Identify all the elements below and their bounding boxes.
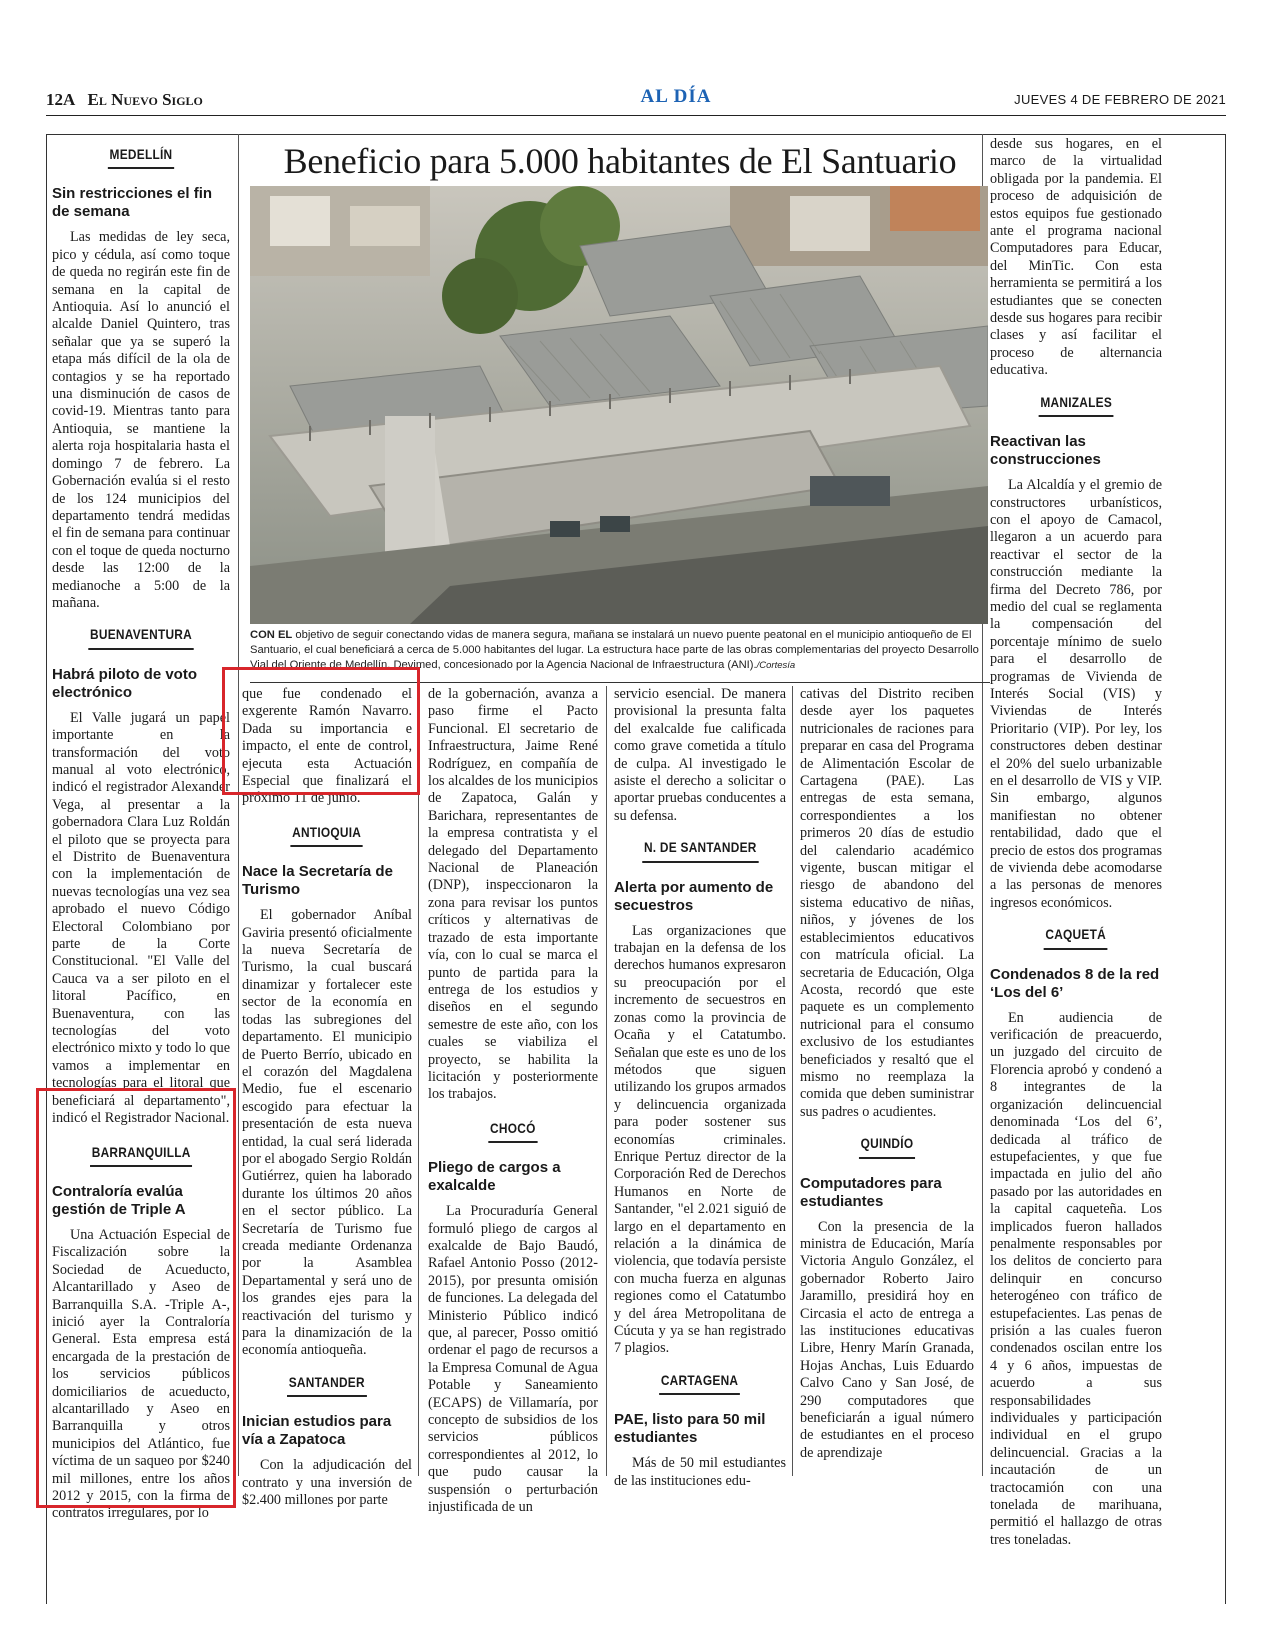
photo-caption [250,628,990,673]
article-body-santander: Con la adjudicación del contrato y una inversión de $2.400 millones por parte [242,1457,412,1509]
headline-caqueta: Condenados 8 de la red ‘Los del 6’ [990,965,1160,1001]
article-body-quindio: Con la presencia de la ministra de Educación, María Victoria Angulo González, el gobernador Roberto Jairo Jaramillo, presidirá hoy en Circasia el acto de entrega a las instituciones educativas Libre, Henry Marín Granada, Hojas Anchas, Luis Eduardo Calvo Cano y San José, de 290 computadores que beneficiarán a igual número de estudiantes en el proceso de aprendizaje [800,1218,974,1461]
article-body-antioquia: El gobernador Aníbal Gaviria presentó oficialmente la nueva Secretaría de Turismo, la cual buscará dinamizar y fortalecer este sector de la economía en todas las subregiones del departamento. El municipio de Puerto Berrío, ubicado en el corazón del Magdalena Medio, fue el escenario escogido para efectuar la presentación de esta nueva entidad, la cual será liderada por el abogado Sergio Roldán Gutiérrez, quien ha laborado durante los últimos 20 años en el sector público. La Secretaría de Turismo fue creada mediante Ordenanza por la Asamblea Departamental y será uno de los grandes ejes para la reactivación del turismo y para la dinamización de la economía antioqueña. [242,907,412,1359]
headline-barranquilla: Contraloría evalúa gestión de Triple A [52,1182,186,1218]
headline-cartagena: PAE, listo para 50 mil estudiantes [614,1411,766,1447]
article-body-cartagena: Más de 50 mil estudiantes de las instituciones edu- [614,1455,786,1489]
page-number: 12A [46,90,76,109]
article-body-cartagena-continued: cativas del Distrito reciben desde ayer los paquetes nutricionales de raciones para preparar en casa del Programa de Alimentación Escolar de Cartagena (PAE). Las entregas de esta semana, correspondientes a los primeros 20 días de estudio del calendario académico vigente, buscan mitigar el riesgo de abandono del sistema educativo de niñas, niños, y jóvenes de los establecimientos educativos con matrícula oficial. La secretaria de Educación, Olga Acosta, recordó que este paquete es un complemento nutricional para el consumo exclusivo de los estudiantes beneficiados y resaltó que el mismo no reemplaza la comida que deben suministrar sus padres o acudientes. [800,686,974,1120]
caption-lead: CON EL [250,629,293,641]
column-rule [418,686,419,1476]
article-body-choco: La Procuraduría General formuló pliego de cargos al exalcalde de Bajo Baudó, Rafael Antonio Posso (2012-2015), por presunta omisión de funciones. La delegada del Ministerio Público indicó que, al parecer, Posso omitió ordenar el pago de recursos a la Empresa Comunal de Agua Potable y Saneamiento (ECAPS) de Villamaría, por concepto de subsidios de los servicios públicos correspondientes al 2012, lo que pudo causar la suspensión o perturbación injustificada de un [428,1203,598,1516]
headline-norte-de-santander: Alerta por aumento de secuestros [614,878,774,914]
footbridge-photo-illustration [250,186,988,624]
paper-name: El Nuevo Siglo [87,90,203,109]
section-tag-medellin: MEDELLÍN [52,144,230,169]
headline-medellin: Sin restricciones el fin de semana [52,185,213,221]
section-tag-cartagena: CARTAGENA [614,1370,786,1395]
column-5 [800,686,974,1462]
article-body-santander-continued: de la gobernación, avanza a paso firme el Pacto Funcional. El secretario de Infraestructura, Jaime René Rodríguez, en compañía de los alcaldes de los municipios de Zapatoca, Galán y Barichara, representantes de la empresa contratista y el delegado del Departamento Nacional de Planeación (DNP), inspeccionaron la zona para revisar los puntos críticos y alternativas de trazado de esta importante vía, con lo cual se marca el punto de partida para la entrega de los estudios y diseños en el segundo semestre de este año, con los cuales se viabiliza el proyecto, se habilita la licitación y posteriormente los trabajos. [428,686,598,1103]
column-6 [990,136,1162,1549]
caption-rule [250,682,990,683]
article-body-quindio-continued: desde sus hogares, en el marco de la virtualidad obligada por la pandemia. El proceso de adquisición de estos equipos fue gestionado ante el programa nacional Computadores para Educar, del MinTic. Con esta herramienta se permitirá a los estudiantes que se conecten desde sus hogares para recibir clases y así facilitar el proceso de alternancia educativa. [990,136,1162,379]
section-tag-santander: SANTANDER [242,1372,412,1397]
column-rule [238,134,239,686]
column-rule [792,686,793,1476]
article-body-norte-de-santander: Las organizaciones que trabajan en la defensa de los derechos humanos expresaron su preocupación por el incremento de secuestros en zonas como la provincia de Ocaña y el Catatumbo. Señalan que este es uno de los métodos que siguen utilizando los grupos armados y delincuencia organizada para poder sostener sus economías criminales. Enrique Pertuz director de la Corporación Red de Derechos Humanos en Norte de Santander, "el 2.021 siguió de largo en el departamento en relación a la dinámica de violencia, que todavía persiste con mucha fuerza en algunas regiones como el Catatumbo y del área Metropolitana de Cúcuta y ya se han registrado 7 plagios. [614,922,786,1357]
section-tag-antioquia: ANTIOQUIA [242,822,412,847]
section-tag-buenaventura: BUENAVENTURA [52,624,230,649]
article-body-caqueta: En audiencia de verificación de preacuerdo, un juzgado del circuito de Florencia aprobó y condenó a 8 integrantes de la organización delincuencial denominada ‘Los del 6’, dedicada al tráfico de estupefacientes, y que fue impactada en julio del año pasado por las autoridades en la capital caqueteña. Los implicados fueron hallados penalmente responsables por los delitos de concierto para delinquir en concurso heterogéneo con tráfico de estupefacientes. Las penas de prisión a las cuales fueron condenados oscilan entre los 4 y 6 años, impuestas de acuerdo a sus responsabilidades individuales y participación individual en el grupo delincuencial. Gracias a la incautación de un tractocamión con una tonelada de marihuana, permitió el hallazgo de otras tres toneladas. [990,1009,1162,1548]
section-tag-caqueta: CAQUETÁ [990,924,1162,949]
column-4 [614,686,786,1490]
section-tag-barranquilla: BARRANQUILLA [52,1142,230,1167]
column-rule [238,686,239,1476]
masthead-left [46,90,203,110]
headline-buenaventura: Habrá piloto de voto electrónico [52,665,198,701]
column-rule [606,686,607,1476]
article-body-barranquilla-continued: que fue condenado el exgerente Ramón Navarro. Dada su importancia e impacto, el ente de control, ejecuta esta Actuación Especial que finalizará el próximo 11 de junio. [242,686,412,807]
photo-credit: /Cortesía [756,660,796,671]
article-body-choco-continued: servicio esencial. De manera provisional la presunta falta del exalcalde fue calificada como grave cometida a título de culpa. Al investigado le asiste el derecho a solicitar o aportar pruebas conducentes a su defensa. [614,686,786,824]
lead-headline: Beneficio para 5.000 habitantes de El Santuario [283,141,957,181]
article-body-barranquilla: Una Actuación Especial de Fiscalización sobre la Sociedad de Acueducto, Alcantarillado y Aseo de Barranquilla S.A. -Triple A-, inició ayer la Contraloría General. Esta empresa está encargada de la prestación de los servicios públicos domiciliarios de acueducto, alcantarillado y Aseo en Barranquilla y otros municipios del Atlántico, fue víctima de un saqueo por $240 mil millones, entre los años 2012 y 2015, con la firma de contratos irregulares, por lo [52,1226,230,1522]
headline-manizales: Reactivan las construcciones [990,433,1101,469]
lead-photo [250,186,988,624]
column-3 [428,686,598,1516]
headline-antioquia: Nace la Secretaría de Turismo [242,863,393,899]
section-tag-quindio: QUINDÍO [800,1133,974,1158]
headline-santander: Inician estudios para vía a Zapatoca [242,1413,392,1449]
headline-quindio: Computadores para estudiantes [800,1174,942,1210]
article-body-manizales: La Alcaldía y el gremio de constructores urbanísticos, con el apoyo de Camacol, llegaron a un acuerdo para reactivar el sector de la construcción mediante la firma del Decreto 786, por medio del cual se reglamenta la compensación del porcentaje mínimo de suelo para el desarrollo de programas de Vivienda de Interés Social (VIS) y Viviendas de Interés Prioritario (VIP). Por ley, los constructores deben destinar el 20% del suelo urbanizable en el desarrollo de VIS y VIP. Sin embargo, algunos manifiestan no obtener rentabilidad, dado que el precio de estos dos programas de vivienda debe acomodarse a las personas de menores ingresos económicos. [990,477,1162,911]
column-2 [242,686,412,1509]
section-tag-manizales: MANIZALES [990,392,1162,417]
column-1 [52,136,230,1523]
section-tag-choco: CHOCÓ [428,1118,598,1143]
masthead [46,86,1226,116]
section-tag-norte-de-santander: N. DE SANTANDER [614,837,786,862]
article-body-buenaventura: El Valle jugará un papel importante en la transformación del voto manual al voto electrónico, indicó el registrador Alexander Vega, al presentar a la gobernadora Clara Luz Roldán el piloto que se proyecta para el Distrito de Buenaventura con la implementación de nuevas tecnologías una vez sea aprobado el nuevo Código Electoral Colombiano por parte de la Corte Constitucional. "El Valle del Cauca va a ser piloto en el litoral Pacífico, en Buenaventura, con las tecnologías del voto electrónico mixto y todo lo que vamos a implementar en tecnologías para el litoral que beneficiará al departamento", indicó el Registrador Nacional. [52,709,230,1127]
caption-text: objetivo de seguir conectando vidas de manera segura, mañana se instalará un nuevo puente peatonal en el municipio antioqueño de El Santuario, el cual beneficiará a cerca de 5.000 habitantes del lugar. La estructura hace parte de las obras complementarias del proyecto Desarrollo Vial del Oriente de Medellín, Devimed, concesionado por la Agencia Nacional de Infraestructura (ANI). [250,629,979,671]
section-name: AL DÍA [640,86,712,107]
issue-date: JUEVES 4 DE FEBRERO DE 2021 [1014,92,1226,107]
article-body-medellin: Las medidas de ley seca, pico y cédula, así como toque de queda no regirán este fin de semana en la capital de Antioquia. Así lo anunció el alcalde Daniel Quintero, tras señalar que ya se superó la etapa más difícil de la ola de contagios y se ha reportado una disminución de casos de covid-19. Mientras tanto para Antioquia, se mantiene la alerta roja hospitalaria hasta el domingo 7 de febrero. La Gobernación evalúa si el resto de los 124 municipios del departamento tendrá medidas el fin de semana para continuar con el toque de queda nocturno desde las 12:00 de la medianoche a 5:00 de la mañana. [52,229,230,611]
headline-choco: Pliego de cargos a exalcalde [428,1159,561,1195]
